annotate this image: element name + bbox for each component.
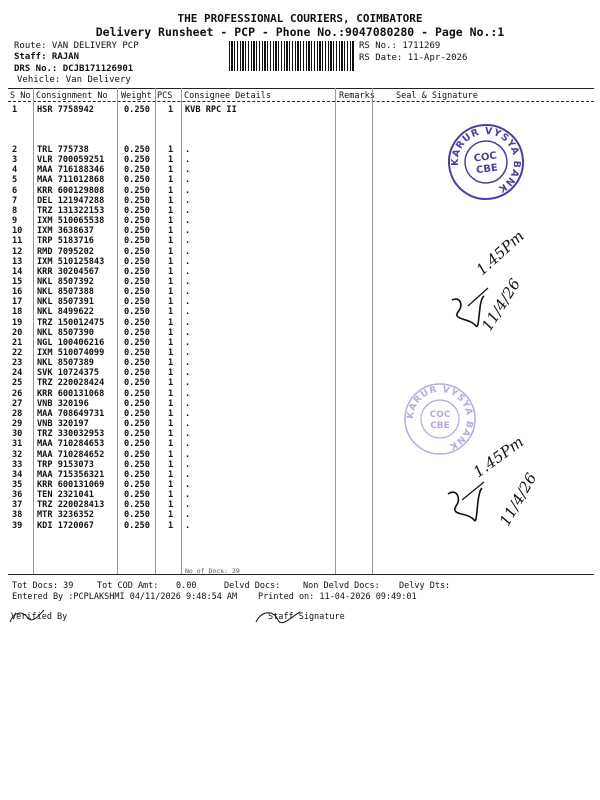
cell-pcs: 1 [168,276,174,287]
cell-wt: 0.250 [124,216,150,227]
cell-sno: 32 [12,449,23,460]
cell-det: . [185,348,191,358]
cell-pcs: 1 [168,256,174,267]
cell-pcs: 1 [168,408,174,419]
col-sno: S No [10,91,31,101]
cell-cons: NKL 8507390 [37,327,94,338]
cell-wt: 0.250 [124,205,150,216]
handwritten-date-2: 11/4/26 [495,469,541,529]
cell-det: . [185,317,191,328]
stamp-line1: COC [429,410,451,420]
vehicle-label: Vehicle: Van Delivery [17,75,131,85]
cell-wt: 0.250 [124,195,150,206]
cell-sno: 31 [12,439,23,450]
cell-wt: 0.250 [124,256,150,267]
cell-cons: KDI 1720067 [37,520,94,531]
cell-det: . [185,226,191,237]
cell-det: . [185,408,191,419]
cell-wt: 0.250 [124,165,150,176]
cell-det: . [185,449,191,460]
cell-cons: TRZ 330032953 [37,429,105,440]
cell-cons: MTR 3236352 [37,510,94,521]
cell-pcs: 1 [168,500,174,511]
cell-sno: 33 [12,459,23,470]
cell-cons: VLR 700059251 [37,155,105,166]
stamp-ring-text: KARUR VYSYA BANK [449,125,523,195]
cell-sno: 27 [12,398,23,409]
cell-sno: 35 [12,479,23,490]
cell-sno: 28 [12,408,23,419]
cell-cons: MAA 716188346 [37,165,105,176]
cell-wt: 0.250 [124,469,150,480]
cell-cons: NKL 8507392 [37,276,94,287]
cell-wt: 0.250 [124,175,150,186]
cell-wt: 0.250 [124,358,150,369]
handwritten-time-2: 1.45Pm [469,432,528,482]
cell-det: . [185,398,191,409]
cell-det: . [185,266,191,277]
cell-pcs: 1 [168,216,174,227]
cell-pcs: 1 [168,398,174,409]
cell-wt: 0.250 [124,520,150,531]
cell-sno: 2 [12,145,18,155]
col-remarks: Remarks [339,91,375,101]
cell-sno: 1 [12,105,18,115]
cell-det: . [185,205,191,216]
cell-cons: HSR 7758942 [37,105,94,115]
cell-pcs: 1 [168,439,174,450]
cell-pcs: 1 [168,388,174,399]
cell-cons: NGL 100406216 [37,337,105,348]
cell-pcs: 1 [168,185,174,196]
cell-wt: 0.250 [124,317,150,328]
cell-pcs: 1 [168,297,174,308]
cell-sno: 37 [12,500,23,511]
cell-sno: 34 [12,469,23,480]
runsheet-subtitle: Delivery Runsheet - PCP - Phone No.:9047080280 - Page No.:1 [95,25,505,39]
cell-wt: 0.250 [124,276,150,287]
cell-cons: IXM 510074099 [37,348,105,358]
cell-det: . [185,287,191,298]
cell-det: . [185,327,191,338]
cell-cons: IXM 3638637 [37,226,94,237]
col-seal: Seal & Signature [396,91,478,101]
cell-det: . [185,307,191,318]
cell-sno: 5 [12,175,18,186]
cell-pcs: 1 [168,307,174,318]
cell-cons: TEN 2321041 [37,490,94,501]
cell-sno: 14 [12,266,23,277]
total-cod-amount: 0.00 [176,581,197,591]
cell-sno: 8 [12,205,18,216]
handwritten-date-1: 11/4/26 [478,275,525,335]
cell-wt: 0.250 [124,490,150,501]
cell-wt: 0.250 [124,145,150,155]
cell-det: . [185,276,191,287]
cell-sno: 18 [12,307,23,318]
cell-det: . [185,246,191,257]
cell-det: . [185,439,191,450]
cell-pcs: 1 [168,175,174,186]
cell-det: . [185,368,191,379]
cell-det: . [185,236,191,247]
col-details: Consignee Details [184,91,271,101]
cell-sno: 19 [12,317,23,328]
cell-det: . [185,378,191,389]
total-docs: Tot Docs: 39 [12,581,74,591]
cell-cons: NKL 8507391 [37,297,94,308]
cell-cons: KRR 600131069 [37,479,105,490]
stamp-line2: CBE [430,421,450,431]
cell-det: . [185,358,191,369]
staff-label: Staff: RAJAN [14,52,80,62]
cell-cons: NKL 8507389 [37,358,94,369]
cell-pcs: 1 [168,479,174,490]
cell-cons: VNB 320197 [37,419,89,430]
cell-det: KVB RPC II [185,105,237,115]
route-label: Route: VAN DELIVERY PCP [14,41,139,51]
cell-wt: 0.250 [124,368,150,379]
cell-sno: 3 [12,155,18,166]
cell-wt: 0.250 [124,500,150,511]
cell-sno: 13 [12,256,23,267]
cell-wt: 0.250 [124,459,150,470]
col-consignment: Consignment No [36,91,108,101]
cell-det: . [185,490,191,501]
cell-pcs: 1 [168,469,174,480]
cell-pcs: 1 [168,145,174,155]
cell-wt: 0.250 [124,479,150,490]
cell-det: . [185,469,191,480]
cell-cons: MAA 711012868 [37,175,105,186]
cell-cons: MAA 708649731 [37,408,105,419]
cell-sno: 15 [12,276,23,287]
cell-pcs: 1 [168,165,174,176]
cell-wt: 0.250 [124,419,150,430]
cell-sno: 7 [12,195,18,206]
cell-pcs: 1 [168,348,174,358]
cell-pcs: 1 [168,236,174,247]
cell-wt: 0.250 [124,408,150,419]
col-pcs: PCS [157,91,173,101]
cell-cons: TRP 5183716 [37,236,94,247]
cell-sno: 11 [12,236,23,247]
cell-cons: KRR 30204567 [37,266,100,277]
cell-wt: 0.250 [124,246,150,257]
cell-wt: 0.250 [124,388,150,399]
cell-det: . [185,145,191,155]
cell-cons: MAA 715356321 [37,469,105,480]
cell-wt: 0.250 [124,307,150,318]
handwritten-time-1: 1.45Pm [472,226,528,279]
cell-pcs: 1 [168,419,174,430]
cell-wt: 0.250 [124,449,150,460]
cell-cons: TRZ 131322153 [37,205,105,216]
cell-cons: MAA 710284653 [37,439,105,450]
cell-sno: 38 [12,510,23,521]
cell-pcs: 1 [168,195,174,206]
stamp-line2: CBE [475,162,499,177]
page-doc-count: No of Docs: 39 [185,567,240,575]
cell-cons: DEL 121947288 [37,195,105,206]
cell-det: . [185,388,191,399]
cell-sno: 23 [12,358,23,369]
drs-number: DRS No.: DCJB171126901 [14,64,134,74]
cell-wt: 0.250 [124,185,150,196]
cell-cons: KRR 600131068 [37,388,105,399]
cell-wt: 0.250 [124,155,150,166]
company-title: THE PROFESSIONAL COURIERS, COIMBATORE [177,12,423,25]
cell-wt: 0.250 [124,287,150,298]
cell-pcs: 1 [168,490,174,501]
delivery-dts: Delvy Dts: [399,581,451,591]
cell-cons: VNB 320196 [37,398,89,409]
cell-wt: 0.250 [124,266,150,277]
cell-wt: 0.250 [124,226,150,237]
cell-wt: 0.250 [124,105,150,115]
cell-sno: 39 [12,520,23,531]
cell-wt: 0.250 [124,297,150,308]
cell-det: . [185,165,191,176]
cell-det: . [185,185,191,196]
cell-pcs: 1 [168,266,174,277]
cell-det: . [185,256,191,267]
stamp-line1: COC [473,150,498,165]
cell-wt: 0.250 [124,398,150,409]
cell-sno: 6 [12,185,18,196]
cell-sno: 21 [12,337,23,348]
cell-cons: SVK 10724375 [37,368,100,379]
cell-pcs: 1 [168,327,174,338]
cell-pcs: 1 [168,510,174,521]
entered-by: Entered By :PCPLAKSHMI 04/11/2026 9:48:54 AM [12,592,238,602]
cell-pcs: 1 [168,358,174,369]
cell-cons: TRZ 220028413 [37,500,105,511]
cell-sno: 30 [12,429,23,440]
cell-cons: TRZ 150012475 [37,317,105,328]
cell-wt: 0.250 [124,510,150,521]
cell-cons: NKL 8499622 [37,307,94,318]
cell-det: . [185,500,191,511]
cell-cons: TRZ 220028424 [37,378,105,389]
cell-pcs: 1 [168,155,174,166]
cell-sno: 25 [12,378,23,389]
cell-sno: 9 [12,216,18,227]
cell-pcs: 1 [168,378,174,389]
non-delivered-docs: Non Delvd Docs: [303,581,380,591]
cell-sno: 36 [12,490,23,501]
cell-cons: IXM 510125843 [37,256,105,267]
cell-cons: TRL 775738 [37,145,89,155]
printed-on: Printed on: 11-04-2026 09:49:01 [258,592,417,602]
cell-pcs: 1 [168,287,174,298]
cell-wt: 0.250 [124,327,150,338]
cell-pcs: 1 [168,429,174,440]
cell-pcs: 1 [168,337,174,348]
cell-pcs: 1 [168,105,174,115]
cell-det: . [185,429,191,440]
cell-wt: 0.250 [124,236,150,247]
cell-det: . [185,337,191,348]
total-cod-label: Tot COD Amt: [97,581,159,591]
cell-sno: 26 [12,388,23,399]
cell-sno: 24 [12,368,23,379]
cell-cons: NKL 8507388 [37,287,94,298]
cell-pcs: 1 [168,520,174,531]
cell-cons: KRR 600129808 [37,185,105,196]
cell-det: . [185,479,191,490]
staff-signature: Staff Signature [268,612,345,622]
cell-pcs: 1 [168,368,174,379]
cell-sno: 17 [12,297,23,308]
col-weight: Weight [121,91,152,101]
cell-pcs: 1 [168,226,174,237]
cell-wt: 0.250 [124,439,150,450]
cell-det: . [185,510,191,521]
cell-pcs: 1 [168,205,174,216]
cell-cons: MAA 710284652 [37,449,105,460]
delivered-docs: Delvd Docs: [224,581,281,591]
cell-cons: IXM 510065538 [37,216,105,227]
rs-number: RS No.: 1711269 [359,41,441,51]
cell-sno: 12 [12,246,23,257]
cell-wt: 0.250 [124,337,150,348]
cell-det: . [185,297,191,308]
cell-det: . [185,520,191,531]
cell-wt: 0.250 [124,348,150,358]
cell-sno: 10 [12,226,23,237]
cell-pcs: 1 [168,459,174,470]
cell-cons: RMD 7095202 [37,246,94,257]
cell-wt: 0.250 [124,429,150,440]
cell-wt: 0.250 [124,378,150,389]
cell-sno: 29 [12,419,23,430]
cell-det: . [185,216,191,227]
cell-det: . [185,195,191,206]
cell-pcs: 1 [168,317,174,328]
stamp-ring-text: KARUR VYSYA BANK [405,384,475,452]
cell-pcs: 1 [168,449,174,460]
rs-date: RS Date: 11-Apr-2026 [359,53,468,63]
cell-pcs: 1 [168,246,174,257]
cell-det: . [185,419,191,430]
cell-sno: 16 [12,287,23,298]
cell-det: . [185,459,191,470]
cell-det: . [185,155,191,166]
cell-cons: TRP 9153073 [37,459,94,470]
verified-by: Verified By [11,612,68,622]
cell-sno: 4 [12,165,18,176]
cell-sno: 22 [12,348,23,358]
cell-det: . [185,175,191,186]
cell-sno: 20 [12,327,23,338]
